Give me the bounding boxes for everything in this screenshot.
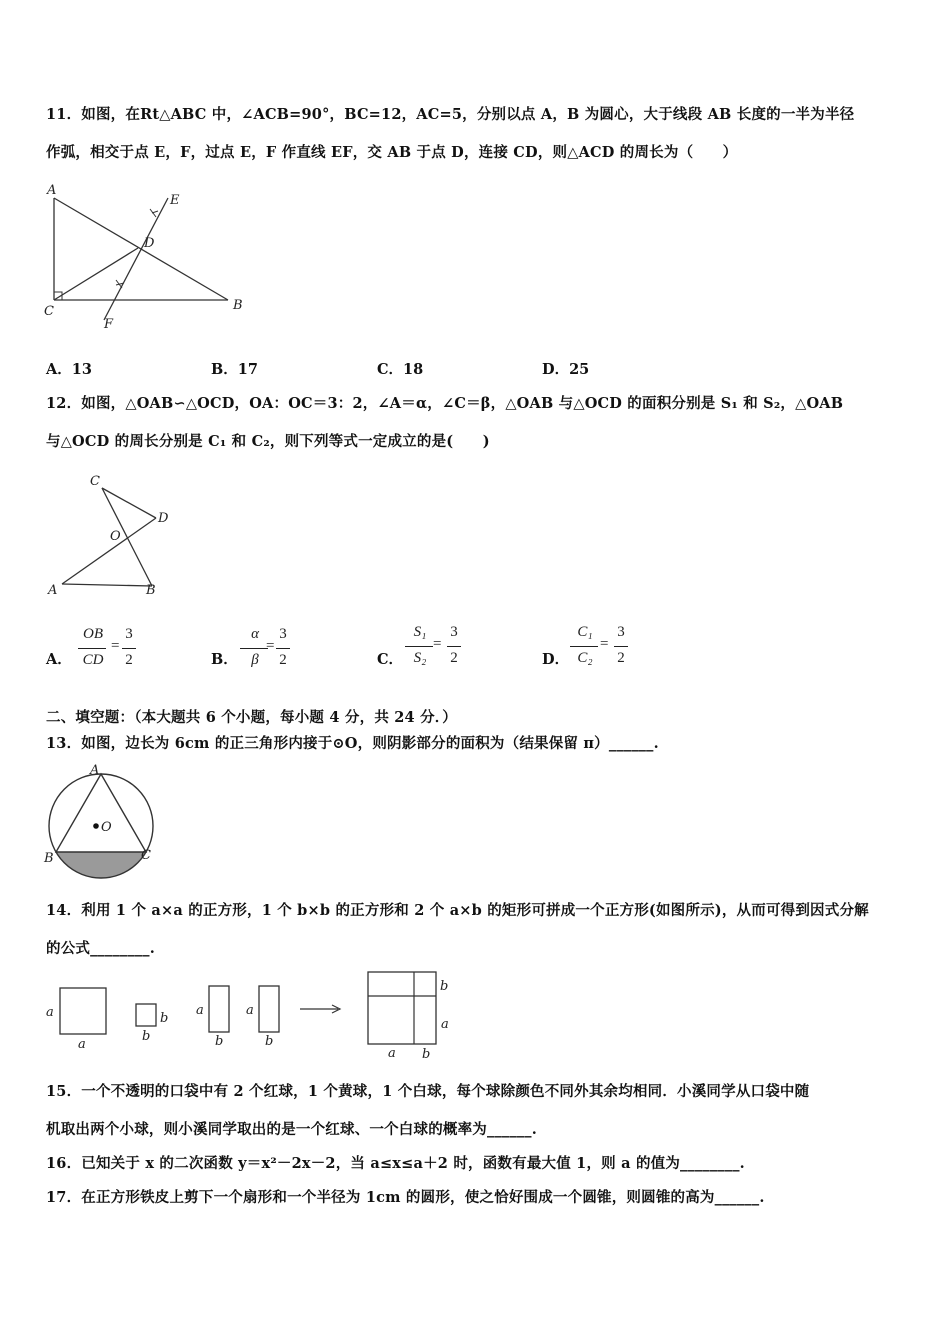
q12-option-a-rnum: 3 <box>125 626 133 642</box>
q11-option-a-letter: A． <box>46 361 72 378</box>
q14-label-a-2: a <box>78 1037 86 1052</box>
q12-option-d-den: C₂ <box>577 650 593 666</box>
q12-option-c-den: S₂ <box>413 650 427 666</box>
q14-label-a-5: a <box>441 1017 449 1032</box>
q11-label-c: C <box>44 304 54 319</box>
q12-label-c: C <box>90 474 100 489</box>
q13-figure <box>44 764 164 882</box>
q15-text-line1: 15．一个不透明的口袋中有 2 个红球，1 个黄球，1 个白球，每个球除颜色不同外其余均相同．小溪同学从口袋中随 <box>46 1083 810 1100</box>
q12-option-a-den: CD <box>82 652 104 668</box>
q12-option-d-num: C₁ <box>577 624 593 640</box>
q12-text-line1: 12．如图，△OAB∽△OCD，OA：OC＝3：2，∠A＝α，∠C＝β，△OAB 与△OCD 的面积分别是 S₁ 和 S₂，△OAB <box>46 395 844 412</box>
q12-option-c-rnum: 3 <box>450 624 458 640</box>
q11-label-d: D <box>144 236 155 251</box>
q14-text-line2: 的公式________. <box>46 940 155 957</box>
q12-option-a-num: OB <box>83 626 103 642</box>
q13-label-a: A <box>90 763 100 778</box>
q11-option-d <box>542 358 589 379</box>
q11-text-line1: 11．如图，在Rt△ABC 中，∠ACB=90°，BC=12，AC=5，分别以点 A，B 为圆心，大于线段 AB 长度的一半为半径 <box>46 106 855 123</box>
q14-label-a-1: a <box>46 1005 54 1020</box>
q12-option-c-letter: C． <box>377 651 404 668</box>
q11-label-a: A <box>47 183 57 198</box>
q14-label-b-2: b <box>142 1029 151 1044</box>
q12-text-line2: 与△OCD 的周长分别是 C₁ 和 C₂，则下列等式一定成立的是( ) <box>46 433 490 450</box>
q12-figure <box>44 474 184 600</box>
q12-option-d-rnum: 3 <box>617 624 625 640</box>
q12-option-a-letter: A． <box>46 651 72 668</box>
q12-option-a-eq: = <box>111 638 120 654</box>
q13-label-c: C <box>141 848 151 863</box>
q17-text-line1: 17．在正方形铁皮上剪下一个扇形和一个半径为 1cm 的圆形，使之恰好围成一个圆锥，则圆锥的高为______. <box>46 1189 765 1206</box>
q13-label-b: B <box>44 851 54 866</box>
q12-option-b-rden: 2 <box>279 652 287 668</box>
q11-text-line2: 作弧，相交于点 E，F，过点 E，F 作直线 EF，交 AB 于点 D，连接 CD，则△ACD 的周长为（ ） <box>46 144 738 161</box>
q14-figure <box>40 968 460 1066</box>
q11-option-b <box>211 358 258 379</box>
q11-figure <box>40 182 250 332</box>
q11-option-d-letter: D． <box>542 361 570 378</box>
q11-option-c-value: 18 <box>403 361 424 378</box>
q11-option-b-letter: B． <box>211 361 238 378</box>
q12-option-b-rnum: 3 <box>279 626 287 642</box>
q14-label-b-1: b <box>160 1011 169 1026</box>
q11-option-a-value: 13 <box>71 361 92 378</box>
q12-option-a-rden: 2 <box>125 652 133 668</box>
q14-text-line1: 14．利用 1 个 a×a 的正方形，1 个 b×b 的正方形和 2 个 a×b 的矩形可拼成一个正方形(如图所示)，从而可得到因式分解 <box>46 902 869 919</box>
q13-label-o: O <box>101 820 112 835</box>
q11-option-b-value: 17 <box>237 361 258 378</box>
q14-label-a-3: a <box>196 1003 204 1018</box>
q11-option-d-value: 25 <box>569 361 590 378</box>
q11-option-c-letter: C． <box>377 361 404 378</box>
q14-label-b-6: b <box>422 1047 431 1062</box>
q12-option-d-expr <box>568 624 648 672</box>
q12-option-d-rden: 2 <box>617 650 625 666</box>
q11-label-b: B <box>233 298 243 313</box>
q12-option-d-eq: = <box>600 636 609 652</box>
q12-label-o: O <box>110 529 121 544</box>
q12-option-b-eq: = <box>266 638 275 654</box>
q12-option-c-expr <box>403 624 483 672</box>
q12-option-c-rden: 2 <box>450 650 458 666</box>
q14-label-a-4: a <box>246 1003 254 1018</box>
q12-option-b-den: β <box>251 652 259 668</box>
q12-option-b-expr <box>238 626 318 674</box>
q12-option-c-num: S₁ <box>413 624 427 640</box>
q16-text-line1: 16．已知关于 x 的二次函数 y＝x²－2x－2，当 a≤x≤a＋2 时，函数有最大值 1，则 a 的值为________. <box>46 1155 745 1172</box>
q12-option-c-eq: = <box>433 636 442 652</box>
q12-option-a-expr <box>76 626 156 674</box>
q15-text-line2: 机取出两个小球，则小溪同学取出的是一个红球、一个白球的概率为______. <box>46 1121 537 1138</box>
q11-option-a <box>46 358 92 379</box>
q11-label-e: E <box>170 193 180 208</box>
q12-option-b-letter: B． <box>211 651 238 668</box>
q14-label-b-4: b <box>265 1034 274 1049</box>
q11-label-f: F <box>104 317 114 332</box>
q11-option-c <box>377 358 423 379</box>
q12-option-d-letter: D． <box>542 651 570 668</box>
q12-label-d: D <box>158 511 169 526</box>
q14-label-a-6: a <box>388 1046 396 1061</box>
q14-label-b-5: b <box>440 979 449 994</box>
q12-label-a: A <box>48 583 58 598</box>
q14-label-b-3: b <box>215 1034 224 1049</box>
section-2-heading: 二、填空题：（本大题共 6 个小题，每小题 4 分，共 24 分．） <box>46 709 457 726</box>
q13-text-line1: 13．如图，边长为 6cm 的正三角形内接于⊙O，则阴影部分的面积为（结果保留 π）______. <box>46 735 659 752</box>
q12-option-b-num: α <box>251 626 259 642</box>
q12-label-b: B <box>146 583 156 598</box>
